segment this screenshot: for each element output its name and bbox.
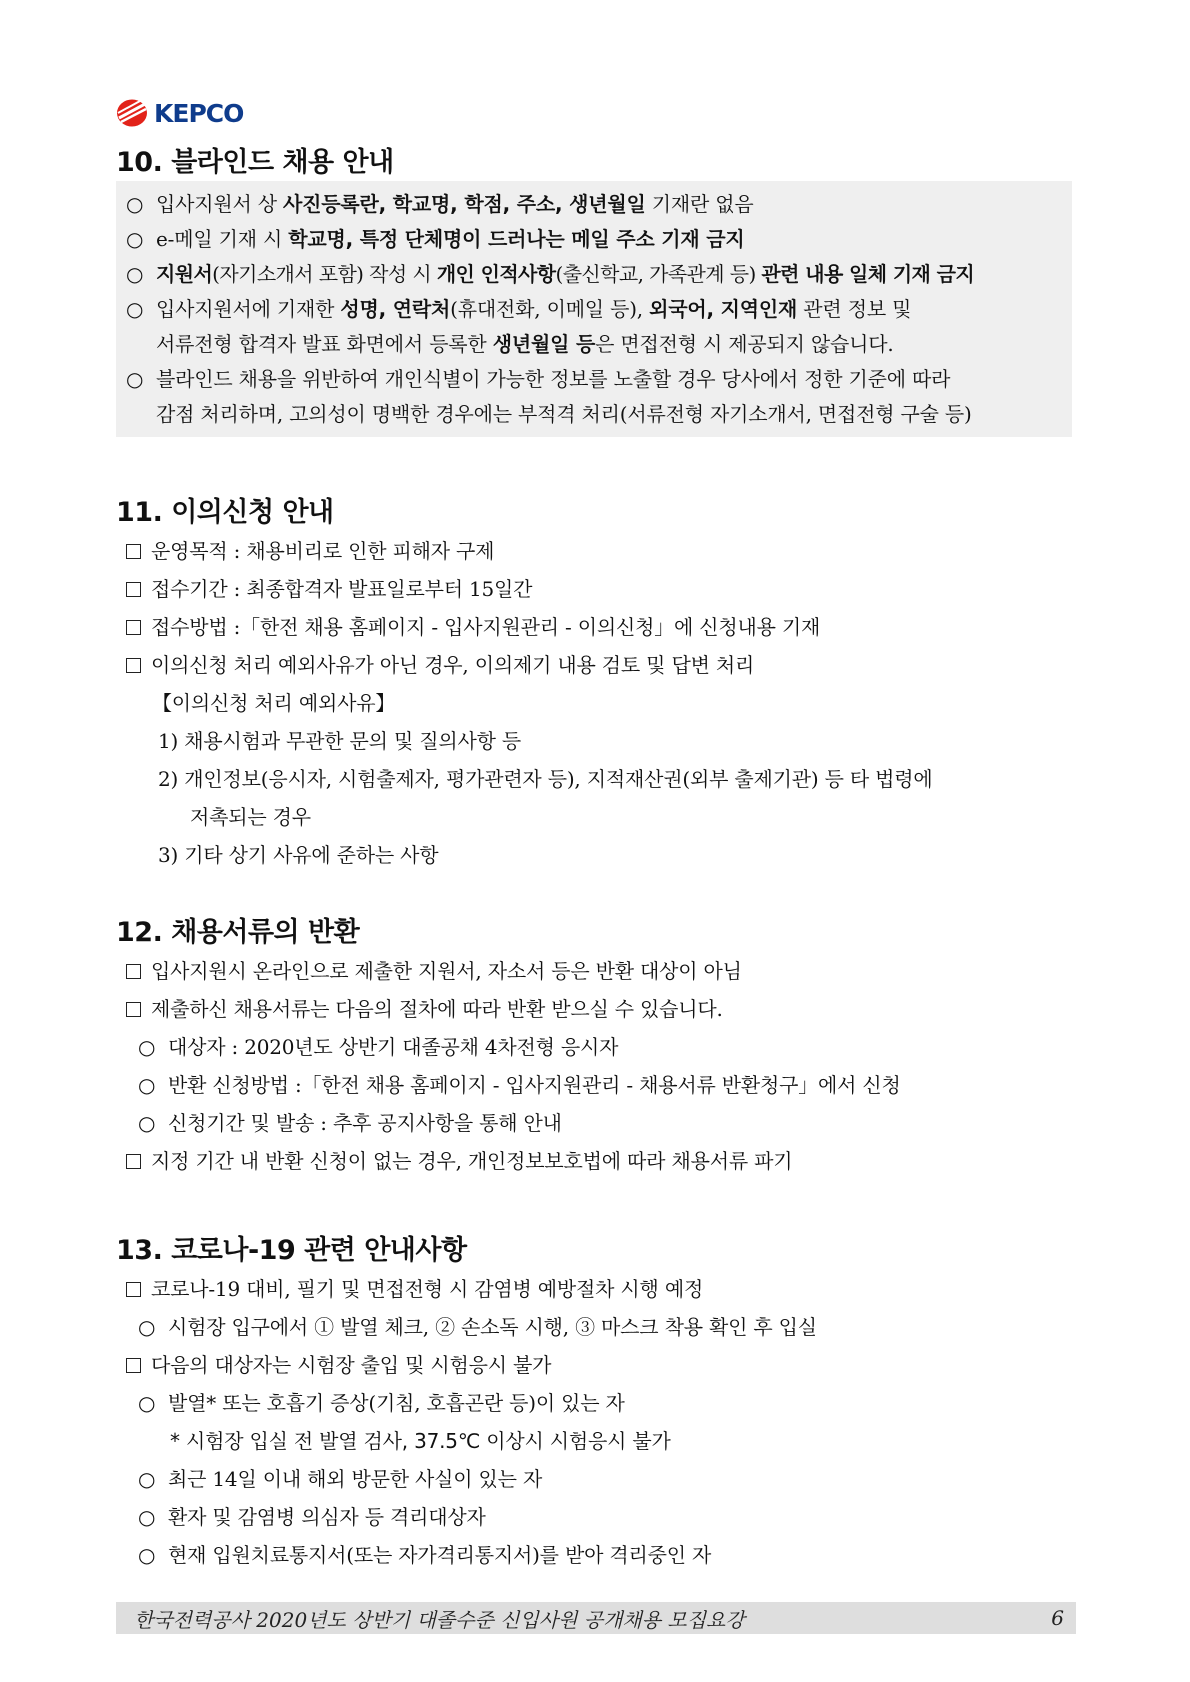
checkbox-square-icon: [126, 1154, 141, 1169]
sub-item: ○ 시험장 입구에서 ① 발열 체크, ② 손소독 시행, ③ 마스크 착용 확인 후 입실: [138, 1315, 817, 1339]
list-item: 다음의 대상자는 시험장 출입 및 시험응시 불가: [126, 1352, 551, 1378]
bullet-circle: ○: [138, 1543, 156, 1567]
checkbox-square-icon: [126, 582, 141, 597]
sub-item: 2) 개인정보(응시자, 시험출제자, 평가관련자 등), 지적재산권(외부 출제기관) 등 타 법령에: [158, 767, 933, 791]
sub-item: ○ 반환 신청방법 :「한전 채용 홈페이지 - 입사지원관리 - 채용서류 반환청구」에서 신청: [138, 1073, 901, 1097]
bullet-circle: ○: [138, 1035, 156, 1059]
checkbox-square-icon: [126, 1282, 141, 1297]
sub-item: 1) 채용시험과 무관한 문의 및 질의사항 등: [158, 729, 521, 753]
list-item: 입사지원시 온라인으로 제출한 지원서, 자소서 등은 반환 대상이 아님: [126, 958, 742, 984]
bullet-circle: ○: [138, 1467, 156, 1491]
list-item: 제출하신 채용서류는 다음의 절차에 따라 반환 받으실 수 있습니다.: [126, 996, 723, 1022]
section-13-title: 13. 코로나-19 관련 안내사항: [116, 1235, 467, 1266]
section-11-title: 11. 이의신청 안내: [116, 497, 334, 528]
sub-item: ○ 현재 입원치료통지서(또는 자가격리통지서)를 받아 격리중인 자: [138, 1543, 712, 1567]
sub-item: ○ 대상자 : 2020년도 상반기 대졸공채 4차전형 응시자: [138, 1035, 619, 1059]
list-item-continued: 서류전형 합격자 발표 화면에서 등록한 생년월일 등은 면접전형 시 제공되지 않습니다.: [156, 332, 894, 356]
list-item: 코로나-19 대비, 필기 및 면접전형 시 감염병 예방절차 시행 예정: [126, 1276, 703, 1302]
kepco-logo: [116, 98, 243, 128]
list-item: ○ e-메일 기재 시 학교명, 특정 단체명이 드러나는 메일 주소 기재 금지: [126, 227, 745, 251]
footer-text: 한국전력공사 2020년도 상반기 대졸수준 신입사원 공개채용 모집요강: [134, 1607, 745, 1632]
logo-text: KEPCO: [154, 98, 244, 128]
list-item: 접수기간 : 최종합격자 발표일로부터 15일간: [126, 576, 532, 602]
bullet-circle: ○: [138, 1315, 156, 1339]
list-item: 지정 기간 내 반환 신청이 없는 경우, 개인정보보호법에 따라 채용서류 파기: [126, 1148, 792, 1174]
checkbox-square-icon: [126, 658, 141, 673]
list-item-continued: 감점 처리하며, 고의성이 명백한 경우에는 부적격 처리(서류전형 자기소개서, 면접전형 구술 등): [156, 402, 972, 426]
section-12-title: 12. 채용서류의 반환: [116, 917, 360, 948]
list-item: 접수방법 :「한전 채용 홈페이지 - 입사지원관리 - 이의신청」에 신청내용 기재: [126, 614, 820, 640]
bullet-circle: ○: [126, 297, 144, 321]
checkbox-square-icon: [126, 1358, 141, 1373]
list-item: 이의신청 처리 예외사유가 아닌 경우, 이의제기 내용 검토 및 답변 처리: [126, 652, 754, 678]
page-footer: [116, 1602, 1076, 1634]
page-number: 6: [1051, 1606, 1064, 1630]
sub-item-continued: 저촉되는 경우: [190, 805, 311, 829]
checkbox-square-icon: [126, 1002, 141, 1017]
bullet-circle: ○: [138, 1073, 156, 1097]
kepco-emblem-icon: [116, 98, 150, 128]
sub-item: ○ 환자 및 감염병 의심자 등 격리대상자: [138, 1505, 486, 1529]
sub-item: 3) 기타 상기 사유에 준하는 사항: [158, 843, 439, 867]
bullet-circle: ○: [126, 227, 144, 251]
section-10-title: 10. 블라인드 채용 안내: [116, 147, 394, 178]
checkbox-square-icon: [126, 620, 141, 635]
list-item: ○ 블라인드 채용을 위반하여 개인식별이 가능한 정보를 노출할 경우 당사에서 정한 기준에 따라: [126, 367, 951, 391]
bullet-circle: ○: [138, 1111, 156, 1135]
list-item: ○ 지원서(자기소개서 포함) 작성 시 개인 인적사항(출신학교, 가족관계 등) 관련 내용 일체 기재 금지: [126, 262, 975, 286]
bullet-circle: ○: [126, 262, 143, 286]
list-item: ○ 입사지원서에 기재한 성명, 연락처(휴대전화, 이메일 등), 외국어, 지역인재 관련 정보 및: [126, 297, 912, 321]
list-item: ○ 입사지원서 상 사진등록란, 학교명, 학점, 주소, 생년월일 기재란 없음: [126, 192, 754, 216]
bullet-circle: ○: [126, 367, 144, 391]
bullet-circle: ○: [138, 1391, 156, 1415]
checkbox-square-icon: [126, 964, 141, 979]
sub-title: 【이의신청 처리 예외사유】: [152, 691, 396, 715]
bullet-circle: ○: [138, 1505, 156, 1529]
sub-item: ○ 최근 14일 이내 해외 방문한 사실이 있는 자: [138, 1467, 543, 1491]
sub-item: ○ 발열* 또는 호흡기 증상(기침, 호흡곤란 등)이 있는 자: [138, 1391, 625, 1415]
list-item: 운영목적 : 채용비리로 인한 피해자 구제: [126, 538, 494, 564]
note-line: * 시험장 입실 전 발열 검사, 37.5℃ 이상시 시험응시 불가: [170, 1429, 671, 1453]
sub-item: ○ 신청기간 및 발송 : 추후 공지사항을 통해 안내: [138, 1111, 562, 1135]
bullet-circle: ○: [126, 192, 144, 216]
checkbox-square-icon: [126, 544, 141, 559]
